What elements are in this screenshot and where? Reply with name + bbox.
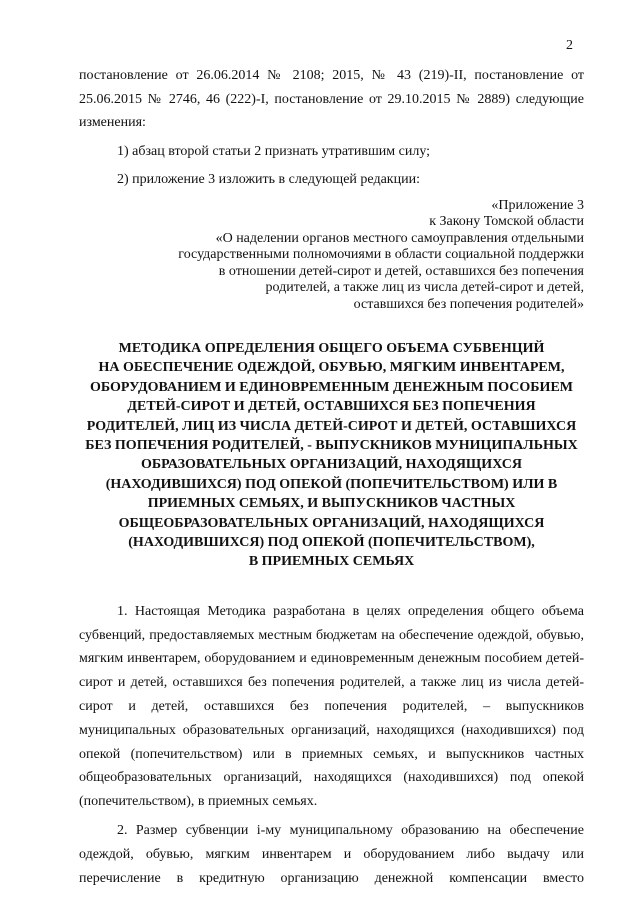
appendix-header — [79, 198, 584, 314]
methodology-text — [79, 600, 584, 891]
title-line: ОБРАЗОВАТЕЛЬНЫХ ОРГАНИЗАЦИЙ, НАХОДЯЩИХСЯ — [141, 457, 522, 473]
intro-line-2: 25.06.2015 № 2746, 46 (222)-I, постановление от 29.10.2015 № 2889) следующие — [79, 91, 584, 107]
title-line: МЕТОДИКА ОПРЕДЕЛЕНИЯ ОБЩЕГО ОБЪЕМА СУБВЕНЦИЙ — [118, 341, 545, 356]
intro-line-1: постановление от 26.06.2014 № 2108; 2015, № 43 (219)-II, постановление от — [79, 68, 584, 83]
appendix-line: к Закону Томской области — [429, 214, 584, 229]
list-item-1: 1) абзац второй статьи 2 признать утратившим силу; — [117, 143, 431, 159]
title-line: НА ОБЕСПЕЧЕНИЕ ОДЕЖДОЙ, ОБУВЬЮ, МЯГКИМ ИНВЕНТАРЕМ, — [98, 360, 565, 376]
appendix-line: «Приложение 3 — [491, 197, 584, 213]
title-line: (НАХОДИВШИХСЯ) ПОД ОПЕКОЙ (ПОПЕЧИТЕЛЬСТВОМ), — [128, 535, 535, 551]
paragraph-1: 1. Настоящая Методика разработана в целях определения общего объема субвенций, предоставляемых местным бюджетам на обеспечение одеждой, обувью, мягким инвентарем, оборудованием и единовременным денежным пособием детей-сирот и детей, оставшихся без попечения родителей, а также лиц из числа детей-сирот и детей, оставшихся без попечения родителей, – выпускников муниципальных образовательных организаций, находящихся (находившихся) под опекой (попечительством) или в приемных семьях, и выпускников частных общеобразовательных организаций, находящихся (находившихся) под опекой (попечительством), в приемных семьях. — [79, 603, 584, 810]
title-line: ОБЩЕОБРАЗОВАТЕЛЬНЫХ ОРГАНИЗАЦИЙ, НАХОДЯЩИХСЯ — [118, 515, 545, 531]
title-line: В ПРИЕМНЫХ СЕМЬЯХ — [248, 554, 415, 570]
title-line: БЕЗ ПОПЕЧЕНИЯ РОДИТЕЛЕЙ, - ВЫПУСКНИКОВ МУНИЦИПАЛЬНЫХ — [85, 438, 578, 454]
appendix-line: родителей, а также лиц из числа детей-сирот и детей, — [265, 280, 584, 295]
appendix-line: государственными полномочиями в области социальной поддержки — [178, 247, 584, 262]
intro-block — [79, 64, 584, 135]
paragraph-2: 2. Размер субвенции i-му муниципальному образованию на обеспечение одеждой, обувью, мягким инвентарем и оборудованием либо выдачу или перечисление в кредитную организацию денежной компенсации вместо — [79, 823, 584, 886]
appendix-line: оставшихся без попечения родителей» — [353, 296, 584, 312]
title-line: РОДИТЕЛЕЙ, ЛИЦ ИЗ ЧИСЛА ДЕТЕЙ-СИРОТ И ДЕТЕЙ, ОСТАВШИХСЯ — [86, 418, 577, 434]
intro-line-3: изменения: — [79, 115, 146, 130]
page-number: 2 — [566, 38, 573, 53]
document-title — [79, 339, 584, 572]
appendix-line: в отношении детей-сирот и детей, оставшихся без попечения — [218, 263, 584, 279]
appendix-line: «О наделении органов местного самоуправления отдельными — [215, 230, 584, 246]
document-body — [79, 64, 584, 890]
list-item-2: 2) приложение 3 изложить в следующей редакции: — [117, 172, 420, 187]
title-line: ПРИЕМНЫХ СЕМЬЯХ, И ВЫПУСКНИКОВ ЧАСТНЫХ — [147, 496, 516, 512]
title-line: (НАХОДИВШИХСЯ) ПОД ОПЕКОЙ (ПОПЕЧИТЕЛЬСТВОМ) ИЛИ В — [105, 476, 558, 492]
title-line: ОБОРУДОВАНИЕМ И ЕДИНОВРЕМЕННЫМ ДЕНЕЖНЫМ ПОСОБИЕМ — [89, 379, 573, 395]
title-line: ДЕТЕЙ-СИРОТ И ДЕТЕЙ, ОСТАВШИХСЯ БЕЗ ПОПЕЧЕНИЯ — [127, 399, 536, 415]
